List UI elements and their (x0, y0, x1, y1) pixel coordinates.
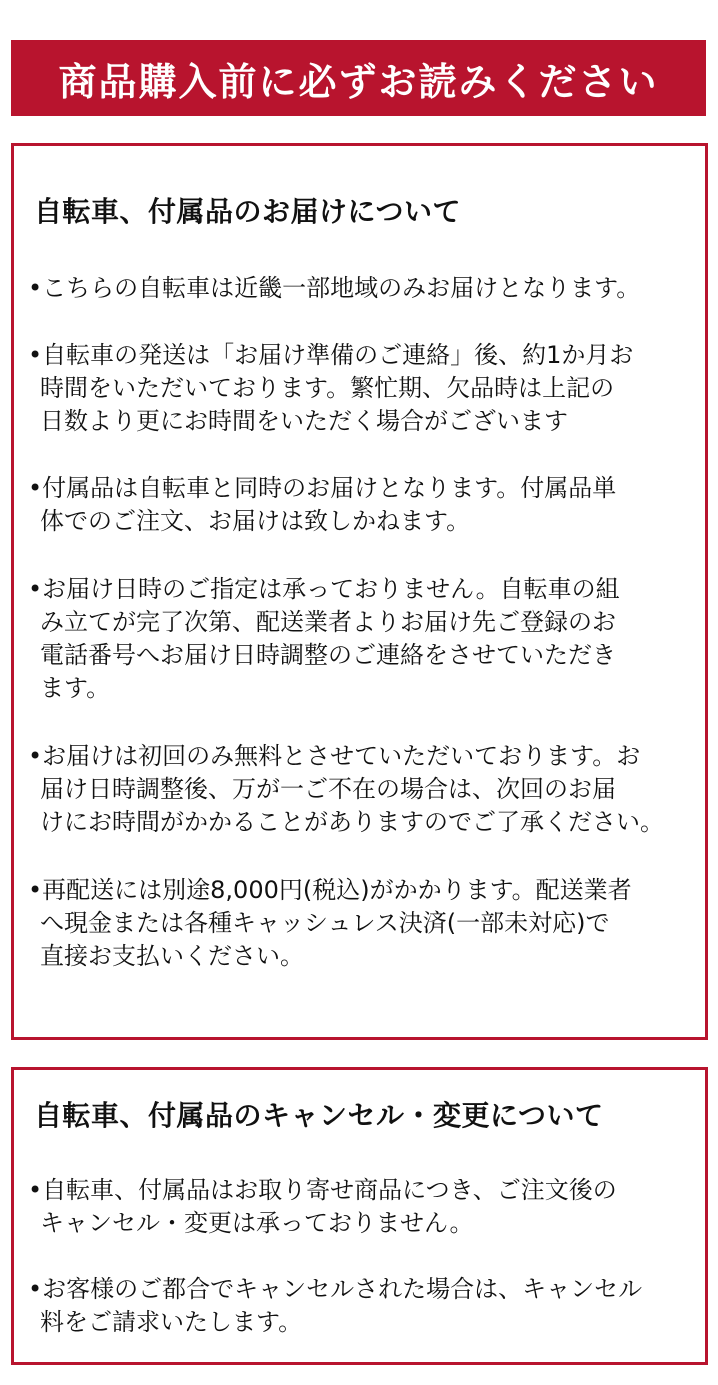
item-line: •お客様のご都合でキャンセルされた場合は、キャンセル (28, 1275, 643, 1303)
item-line: 日数より更にお時間をいただく場合がございます (40, 407, 568, 435)
cancel-heading: 自転車、付属品のキャンセル・変更について (34, 1099, 604, 1132)
item-line: 直接お支払いください。 (40, 942, 304, 970)
item-line: 電話番号へお届け日時調整のご連絡をさせていただき (40, 641, 616, 669)
item-line: 届け日時調整後、万が一ご不在の場合は、次回のお届 (40, 775, 616, 803)
item-line: •再配送には別途8,000円(税込)がかかります。配送業者 (28, 876, 632, 904)
item-line: •付属品は自転車と同時のお届けとなります。付属品単 (28, 474, 617, 502)
cancel-item (28, 1174, 617, 1240)
item-line: •自転車の発送は「お届け準備のご連絡」後、約1か月お (28, 341, 634, 369)
item-line: キャンセル・変更は承っておりません。 (40, 1209, 474, 1237)
cancel-section (11, 1067, 708, 1365)
delivery-item (28, 339, 633, 438)
delivery-item (28, 472, 616, 538)
delivery-item (28, 874, 632, 973)
item-line: けにお時間がかかることがありますのでご了承ください。 (40, 808, 664, 836)
item-line: •自転車、付属品はお取り寄せ商品につき、ご注文後の (28, 1176, 617, 1204)
notice-banner (11, 40, 706, 116)
delivery-item (28, 573, 620, 705)
cancel-item (28, 1273, 642, 1339)
item-line: 体でのご注文、お届けは致しかねます。 (40, 507, 471, 535)
banner-title: 商品購入前に必ずお読みください (58, 59, 659, 104)
item-line: •お届け日時のご指定は承っておりません。自転車の組 (28, 575, 620, 603)
item-line: 料をご請求いたします。 (40, 1308, 303, 1336)
delivery-section (11, 143, 708, 1040)
item-line: 時間をいただいております。繁忙期、欠品時は上記の (40, 374, 615, 402)
item-line: •こちらの自転車は近畿一部地域のみお届けとなります。 (28, 274, 641, 302)
delivery-item (28, 272, 640, 305)
delivery-heading: 自転車、付属品のお届けについて (34, 195, 461, 228)
delivery-item (28, 740, 664, 839)
item-line: み立てが完了次第、配送業者よりお届け先ご登録のお (40, 608, 616, 636)
item-line: ます。 (40, 674, 111, 702)
item-line: •お届けは初回のみ無料とさせていただいております。お (28, 742, 641, 770)
item-line: へ現金または各種キャッシュレス決済(一部未対応)で (40, 909, 610, 937)
